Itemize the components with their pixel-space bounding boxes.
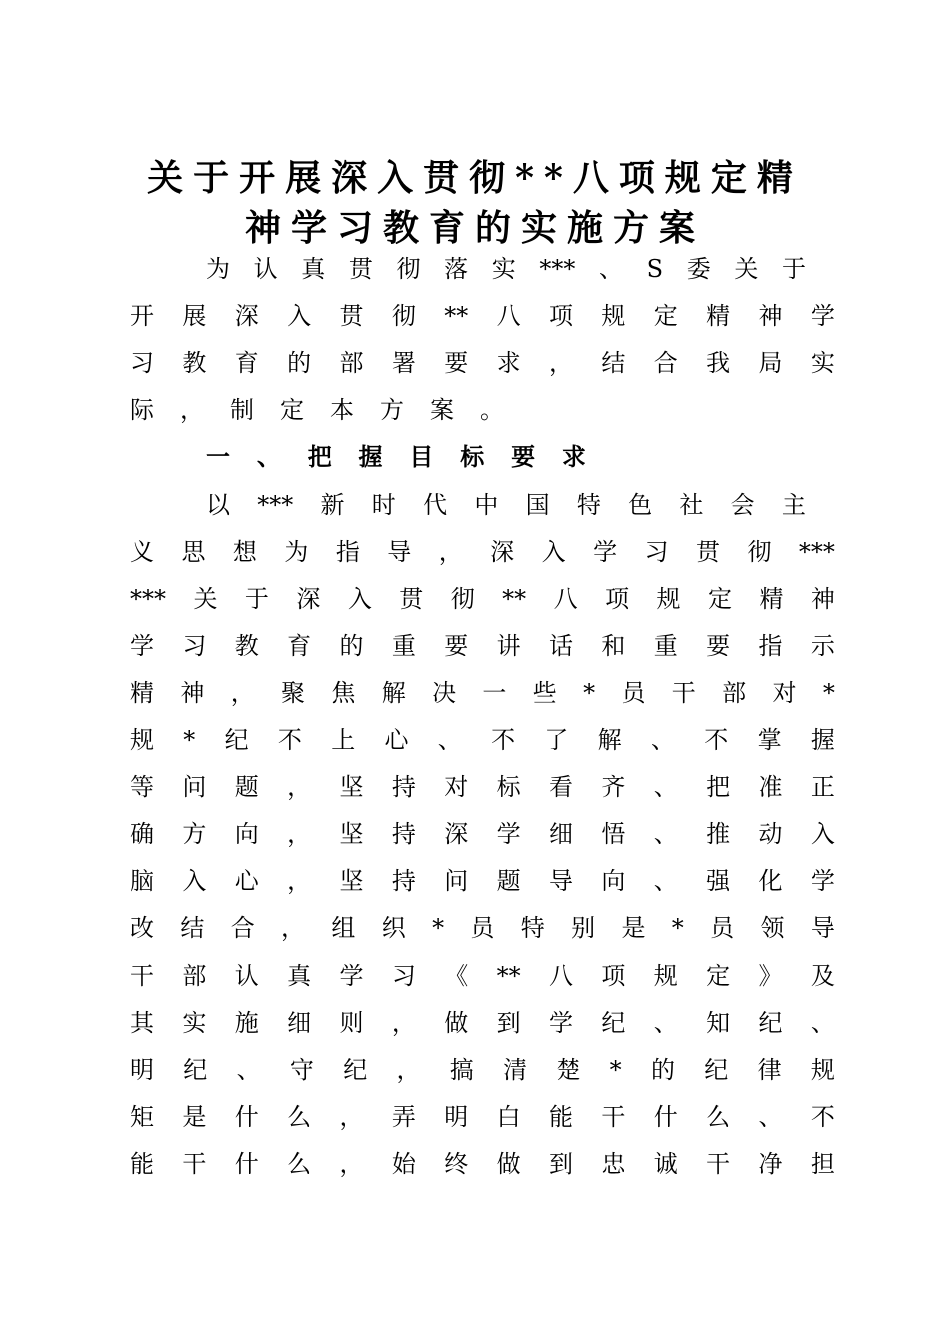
text-line: 习 教 育 的 部 署 要 求 ， 结 合 我 局 实 — [130, 349, 835, 378]
text-line: 干 部 认 真 学 习 《 ** 八 项 规 定 》 及 — [130, 961, 835, 990]
text-line: 明 纪 、 守 纪 ， 搞 清 楚 * 的 纪 律 规 — [130, 1055, 835, 1084]
document-title-line-2: 神学习教育的实施方案 — [244, 207, 705, 249]
text-line: 学 习 教 育 的 重 要 讲 话 和 重 要 指 示 — [130, 631, 835, 660]
text-line: 精 神 ， 聚 焦 解 决 一 些 * 员 干 部 对 * — [130, 678, 835, 707]
text-line: 能 干 什 么 ， 始 终 做 到 忠 诚 干 净 担 — [130, 1149, 835, 1178]
text-line: 际 ， 制 定 本 方 案 。 — [130, 396, 504, 425]
text-line: 义 思 想 为 指 导 ， 深 入 学 习 贯 彻 *** — [130, 537, 835, 566]
text-line: 为 认 真 贯 彻 落 实 *** 、 S 委 关 于 — [206, 255, 806, 283]
text-line: *** 关 于 深 入 贯 彻 ** 八 项 规 定 精 神 — [130, 584, 835, 613]
text-line: 矩 是 什 么 ， 弄 明 白 能 干 什 么 、 不 — [130, 1102, 835, 1131]
text-line: 开 展 深 入 贯 彻 ** 八 项 规 定 精 神 学 — [130, 302, 835, 331]
document-title-line-1: 关于开展深入贯彻**八项规定精 — [147, 157, 803, 199]
text-line: 改 结 合 ， 组 织 * 员 特 别 是 * 员 领 导 — [130, 914, 835, 943]
section-heading: 一 、 把 握 目 标 要 求 — [206, 443, 586, 472]
text-line: 以 *** 新 时 代 中 国 特 色 社 会 主 — [206, 490, 806, 519]
text-line: 脑 入 心 ， 坚 持 问 题 导 向 、 强 化 学 — [130, 867, 835, 896]
text-line: 确 方 向 ， 坚 持 深 学 细 悟 、 推 动 入 — [130, 820, 835, 849]
text-line: 规 * 纪 不 上 心 、 不 了 解 、 不 掌 握 — [130, 726, 835, 754]
text-line: 等 问 题 ， 坚 持 对 标 看 齐 、 把 准 正 — [130, 773, 835, 802]
text-line: 其 实 施 细 则 ， 做 到 学 纪 、 知 纪 、 — [130, 1008, 835, 1037]
